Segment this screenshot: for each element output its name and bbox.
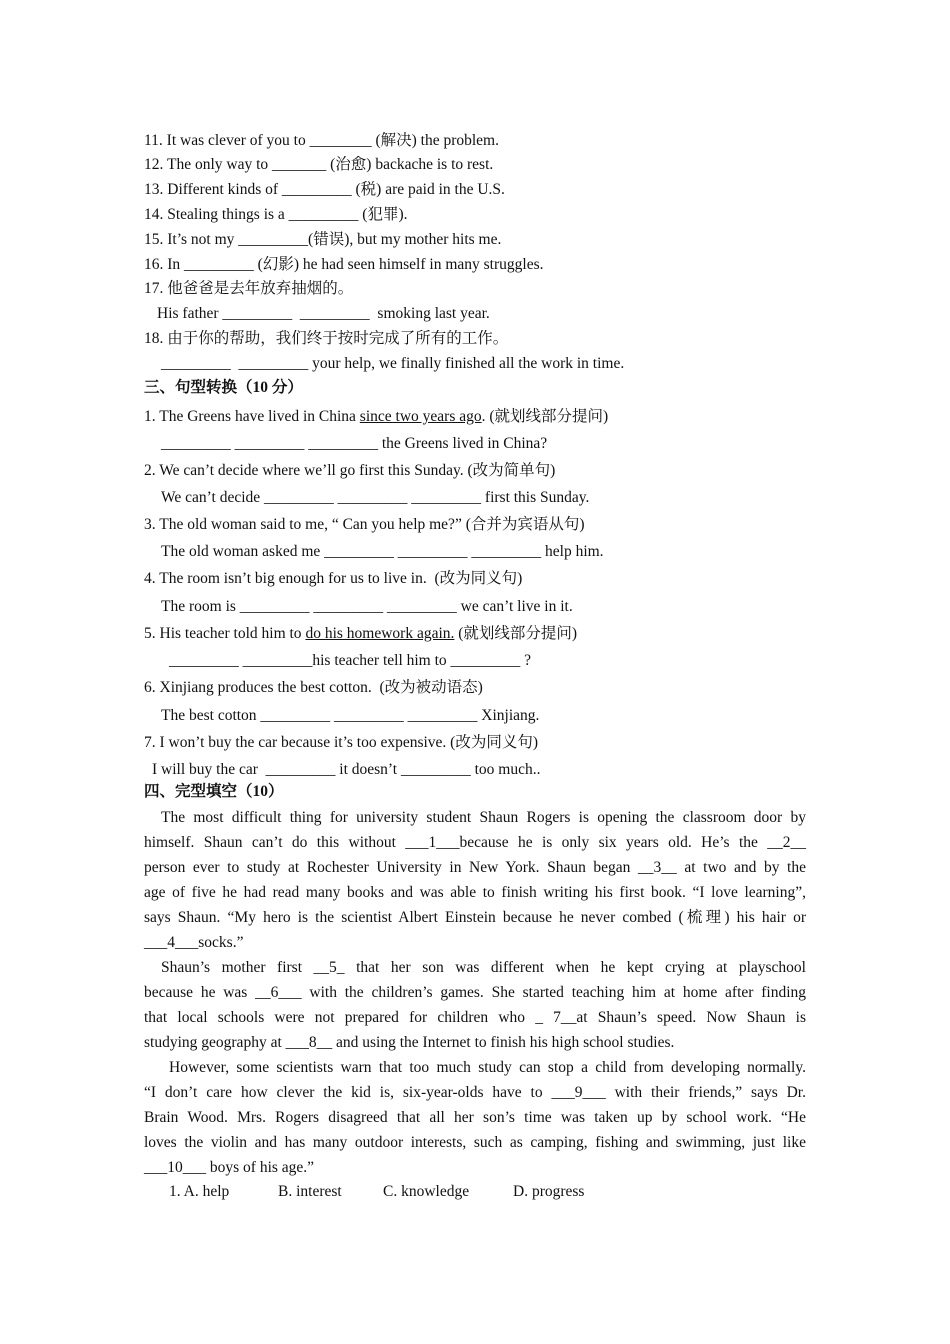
section-4-heading: 四、完型填空（10）	[144, 783, 284, 800]
cloze-line: ___10___ boys of his age.”	[144, 1159, 315, 1176]
cloze-line: person ever to study at Rochester University in New York. Shaun began __3__ at two and by the	[144, 859, 806, 876]
section-3-heading: 三、句型转换（10 分）	[144, 379, 303, 396]
option-1-c: C. knowledge	[383, 1183, 470, 1200]
cloze-line: ___4___socks.”	[144, 934, 244, 951]
item-17: 17. 他爸爸是去年放弃抽烟的。	[144, 280, 354, 297]
cloze-line: age of five he had read many books and was able to finish writing his first book. “I love learning”,	[144, 884, 806, 901]
s3-question-3: 3. The old woman said to me, “ Can you help me?” (合并为宾语从句)	[144, 516, 585, 533]
option-1-a: 1. A. help	[169, 1183, 230, 1200]
cloze-line: “I don’t care how clever the kid is, six-year-olds have to ___9___ with their friends,” says Dr.	[144, 1084, 806, 1101]
s3-q5-text: 5. His teacher told him to	[144, 625, 306, 642]
s3-question-5	[144, 624, 577, 644]
s3-q5-instruction: (就划线部分提问)	[454, 625, 578, 642]
cloze-line: The most difficult thing for university student Shaun Rogers is opening the classroom door by	[161, 809, 806, 826]
item-18-answer: _________ _________ your help, we finally finished all the work in time.	[161, 355, 625, 372]
cloze-line: himself. Shaun can’t do this without ___1___because he is only six years old. He’s the __2__	[144, 834, 806, 851]
option-1-b: B. interest	[278, 1183, 342, 1200]
cloze-line: Brain Wood. Mrs. Rogers disagreed that all her son’s time was taken up by school work. “He	[144, 1109, 806, 1126]
item-17-answer: His father _________ _________ smoking last year.	[157, 305, 490, 322]
s3-q1-underlined: since two years ago	[359, 408, 482, 425]
s3-q5-underlined: do his homework again.	[305, 625, 455, 642]
s3-q1-instruction: . (就划线部分提问)	[481, 408, 609, 425]
cloze-line: However, some scientists warn that too much study can stop a child from developing normally.	[169, 1059, 806, 1076]
item-12: 12. The only way to _______ (治愈) backache is to rest.	[144, 156, 494, 173]
s3-question-6: 6. Xinjiang produces the best cotton. (改为被动语态)	[144, 679, 483, 696]
item-16: 16. In _________ (幻影) he had seen himself in many struggles.	[144, 256, 544, 273]
s3-answer-7: I will buy the car _________ it doesn’t _________ too much..	[152, 761, 541, 778]
cloze-line: because he was __6___ with the children’s games. She started teaching him at home after finding	[144, 984, 806, 1001]
s3-question-7: 7. I won’t buy the car because it’s too expensive. (改为同义句)	[144, 734, 539, 751]
s3-answer-5: _________ _________his teacher tell him to _________ ?	[169, 652, 532, 669]
s3-question-4: 4. The room isn’t big enough for us to live in. (改为同义句)	[144, 570, 523, 587]
cloze-line: studying geography at ___8__ and using the Internet to finish his high school studies.	[144, 1034, 675, 1051]
cloze-line: says Shaun. “My hero is the scientist Albert Einstein because he never combed (梳理) his hair or	[144, 909, 806, 926]
cloze-line: Shaun’s mother first __5_ that her son was different when he kept crying at playschool	[161, 959, 806, 976]
option-1-d: D. progress	[513, 1183, 585, 1200]
item-13: 13. Different kinds of _________ (税) are paid in the U.S.	[144, 181, 505, 198]
s3-answer-4: The room is _________ _________ _________ we can’t live in it.	[161, 598, 573, 615]
item-15: 15. It’s not my _________(错误), but my mother hits me.	[144, 231, 502, 248]
s3-question-1	[144, 407, 608, 427]
s3-answer-6: The best cotton _________ _________ _________ Xinjiang.	[161, 707, 540, 724]
s3-answer-2: We can’t decide _________ _________ _________ first this Sunday.	[161, 489, 590, 506]
s3-answer-1: _________ _________ _________ the Greens lived in China?	[161, 435, 548, 452]
cloze-line: that local schools were not prepared for children who _ 7__at Shaun’s speed. Now Shaun is	[144, 1009, 806, 1026]
s3-q1-text: 1. The Greens have lived in China	[144, 408, 360, 425]
cloze-line: loves the violin and has many outdoor interests, such as camping, fishing and swimming, just like	[144, 1134, 806, 1151]
s3-question-2: 2. We can’t decide where we’ll go first this Sunday. (改为简单句)	[144, 462, 556, 479]
item-18: 18. 由于你的帮助，我们终于按时完成了所有的工作。	[144, 330, 509, 347]
s3-answer-3: The old woman asked me _________ _________ _________ help him.	[161, 543, 604, 560]
item-14: 14. Stealing things is a _________ (犯罪).	[144, 206, 408, 223]
item-11: 11. It was clever of you to ________ (解决) the problem.	[144, 132, 499, 149]
